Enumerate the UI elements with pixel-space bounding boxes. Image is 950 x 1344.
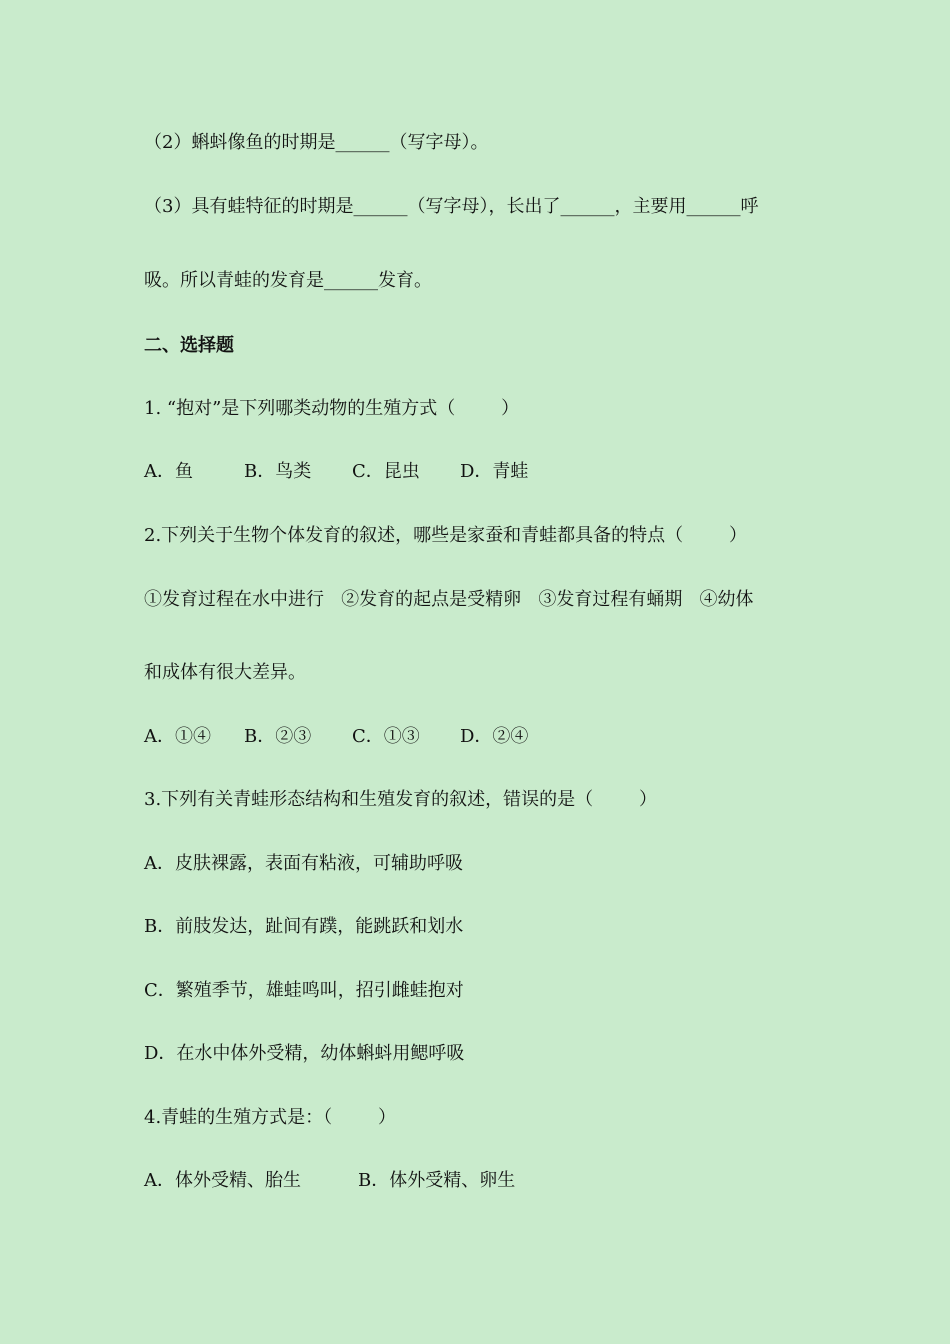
option-b[interactable]: B．②③ (244, 726, 312, 747)
choice-question-3-option-d[interactable]: D．在水中体外受精，幼体蝌蚪用鳃呼吸 (144, 1043, 465, 1064)
choice-question-3-option-a[interactable]: A．皮肤裸露，表面有粘液，可辅助呼吸 (144, 853, 463, 874)
choice-question-2-statements-2: 和成体有很大差异。 (144, 662, 306, 683)
option-b[interactable]: B．鸟类 (244, 461, 312, 482)
option-a[interactable]: A．体外受精、胎生 (144, 1170, 301, 1191)
option-a[interactable]: A．①④ (144, 726, 211, 747)
choice-question-3-option-b[interactable]: B．前肢发达，趾间有蹼，能跳跃和划水 (144, 916, 464, 937)
option-b[interactable]: B．体外受精、卵生 (358, 1170, 516, 1191)
question-2-line: （2）蝌蚪像鱼的时期是______（写字母）。 (144, 132, 489, 153)
choice-question-1: 1. “抱对”是下列哪类动物的生殖方式（ ） (144, 398, 520, 419)
choice-question-4-options (144, 1169, 516, 1241)
choice-question-3-option-c[interactable]: C．繁殖季节，雄蛙鸣叫，招引雌蛙抱对 (144, 980, 464, 1001)
option-d[interactable]: D．②④ (460, 726, 529, 747)
question-3-line-2: 吸。所以青蛙的发育是______发育。 (144, 270, 432, 291)
question-3-line-1: （3）具有蛙特征的时期是______（写字母），长出了______，主要用______呼 (144, 196, 759, 217)
section-heading-choice: 二、选择题 (144, 335, 234, 356)
choice-question-3: 3.下列有关青蛙形态结构和生殖发育的叙述，错误的是（ ） (144, 789, 657, 810)
option-a[interactable]: A．鱼 (144, 461, 193, 482)
option-d[interactable]: D．青蛙 (460, 461, 529, 482)
choice-question-2-statements-1: ①发育过程在水中进行 ②发育的起点是受精卵 ③发育过程有蛹期 ④幼体 (144, 589, 754, 610)
option-c[interactable]: C．①③ (352, 726, 420, 747)
choice-question-2: 2.下列关于生物个体发育的叙述，哪些是家蚕和青蛙都具备的特点（ ） (144, 525, 747, 546)
option-c[interactable]: C．昆虫 (352, 461, 420, 482)
choice-question-4: 4.青蛙的生殖方式是：（ ） (144, 1107, 396, 1128)
